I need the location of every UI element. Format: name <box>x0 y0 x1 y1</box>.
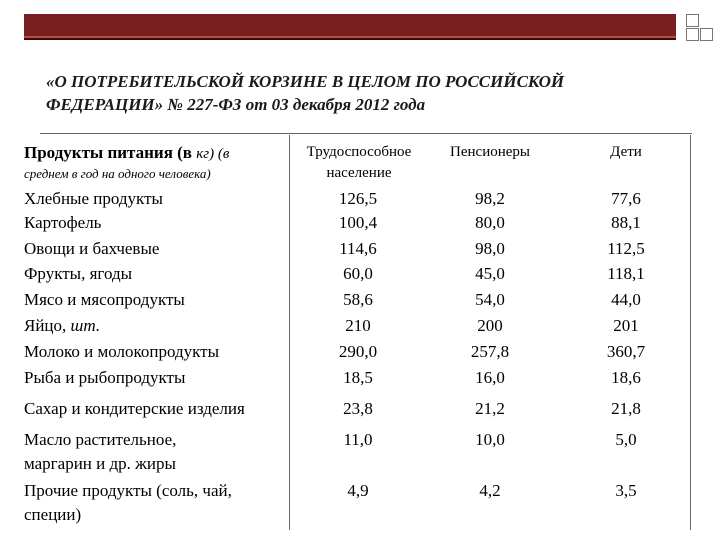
cell-working-age: 114,6 <box>339 239 377 258</box>
cell-working-age: 60,0 <box>343 264 373 283</box>
title-line-1: «О ПОТРЕБИТЕЛЬСКОЙ КОРЗИНЕ В ЦЕЛОМ ПО РОССИЙСКОЙ <box>46 72 565 91</box>
slide-title <box>46 70 686 116</box>
cell-working-age: 290,0 <box>338 342 378 361</box>
cell-children: 360,7 <box>606 342 646 361</box>
row-label: Овощи и бахчевые <box>24 239 160 258</box>
row-label: Картофель <box>24 213 102 232</box>
header-working-age <box>292 142 426 184</box>
cell-children: 3,5 <box>615 481 637 500</box>
row-label: Молоко и молокопродукты <box>24 342 220 361</box>
title-divider <box>40 133 692 134</box>
cell-children: 18,6 <box>611 368 641 387</box>
header-working-age-line1: Трудоспособное <box>306 144 412 160</box>
row-label: Мясо и мясопродукты <box>24 290 185 309</box>
cell-pensioners: 98,0 <box>475 239 505 258</box>
row-label: Фрукты, ягоды <box>24 264 133 283</box>
slide-header-bar <box>24 14 676 40</box>
cell-pensioners: 21,2 <box>475 399 505 418</box>
cell-pensioners: 10,0 <box>475 430 505 449</box>
decor-square <box>700 28 713 41</box>
decor-square <box>686 28 699 41</box>
row-label: Сахар и кондитерские изделия <box>24 399 245 418</box>
cell-pensioners: 16,0 <box>475 368 505 387</box>
cell-pensioners: 257,8 <box>470 342 510 361</box>
cell-pensioners: 4,2 <box>479 481 501 500</box>
cell-working-age: 4,9 <box>347 481 369 500</box>
row-label: Масло растительное, <box>24 430 177 449</box>
cell-working-age: 23,8 <box>343 399 373 418</box>
cell-working-age: 210 <box>345 316 371 335</box>
header-working-age-line2: население <box>326 165 392 181</box>
row-label-continued: специи) <box>24 505 82 524</box>
header-pensioners: Пенсионеры <box>450 144 530 160</box>
cell-pensioners: 45,0 <box>475 264 505 283</box>
header-products-label: Продукты питания (в <box>24 143 197 162</box>
table-column-divider <box>289 135 290 530</box>
cell-working-age: 11,0 <box>343 430 373 449</box>
row-label: Рыба и рыбопродукты <box>24 368 186 387</box>
cell-pensioners: 80,0 <box>475 213 505 232</box>
row-label-unit: шт. <box>70 316 101 335</box>
cell-children: 88,1 <box>611 213 641 232</box>
cell-pensioners: 200 <box>477 316 503 335</box>
cell-children: 21,8 <box>611 399 641 418</box>
cell-children: 44,0 <box>611 290 641 309</box>
cell-children: 77,6 <box>611 189 641 208</box>
cell-working-age: 126,5 <box>338 189 378 208</box>
header-products-subtitle: среднем в год на одного человека) <box>24 166 211 181</box>
row-label-text: Яйцо, <box>24 316 71 335</box>
row-label: Прочие продукты (соль, чай, <box>24 481 232 500</box>
title-line-2: ФЕДЕРАЦИИ» № 227-ФЗ от 03 декабря 2012 года <box>46 95 426 114</box>
table-right-border <box>690 135 691 530</box>
header-products-unit: кг) (в <box>196 146 230 162</box>
cell-working-age: 18,5 <box>343 368 373 387</box>
cell-children: 201 <box>613 316 639 335</box>
cell-children: 112,5 <box>607 239 645 258</box>
header-products <box>24 143 294 163</box>
cell-working-age: 100,4 <box>338 213 378 232</box>
row-label-continued: маргарин и др. жиры <box>24 454 176 473</box>
decor-square <box>686 14 699 27</box>
header-children: Дети <box>610 144 642 160</box>
row-label <box>24 314 100 337</box>
cell-children: 5,0 <box>615 430 637 449</box>
cell-working-age: 58,6 <box>343 290 373 309</box>
cell-children: 118,1 <box>607 264 645 283</box>
row-label: Хлебные продукты <box>24 189 163 208</box>
cell-pensioners: 54,0 <box>475 290 505 309</box>
cell-pensioners: 98,2 <box>475 189 505 208</box>
